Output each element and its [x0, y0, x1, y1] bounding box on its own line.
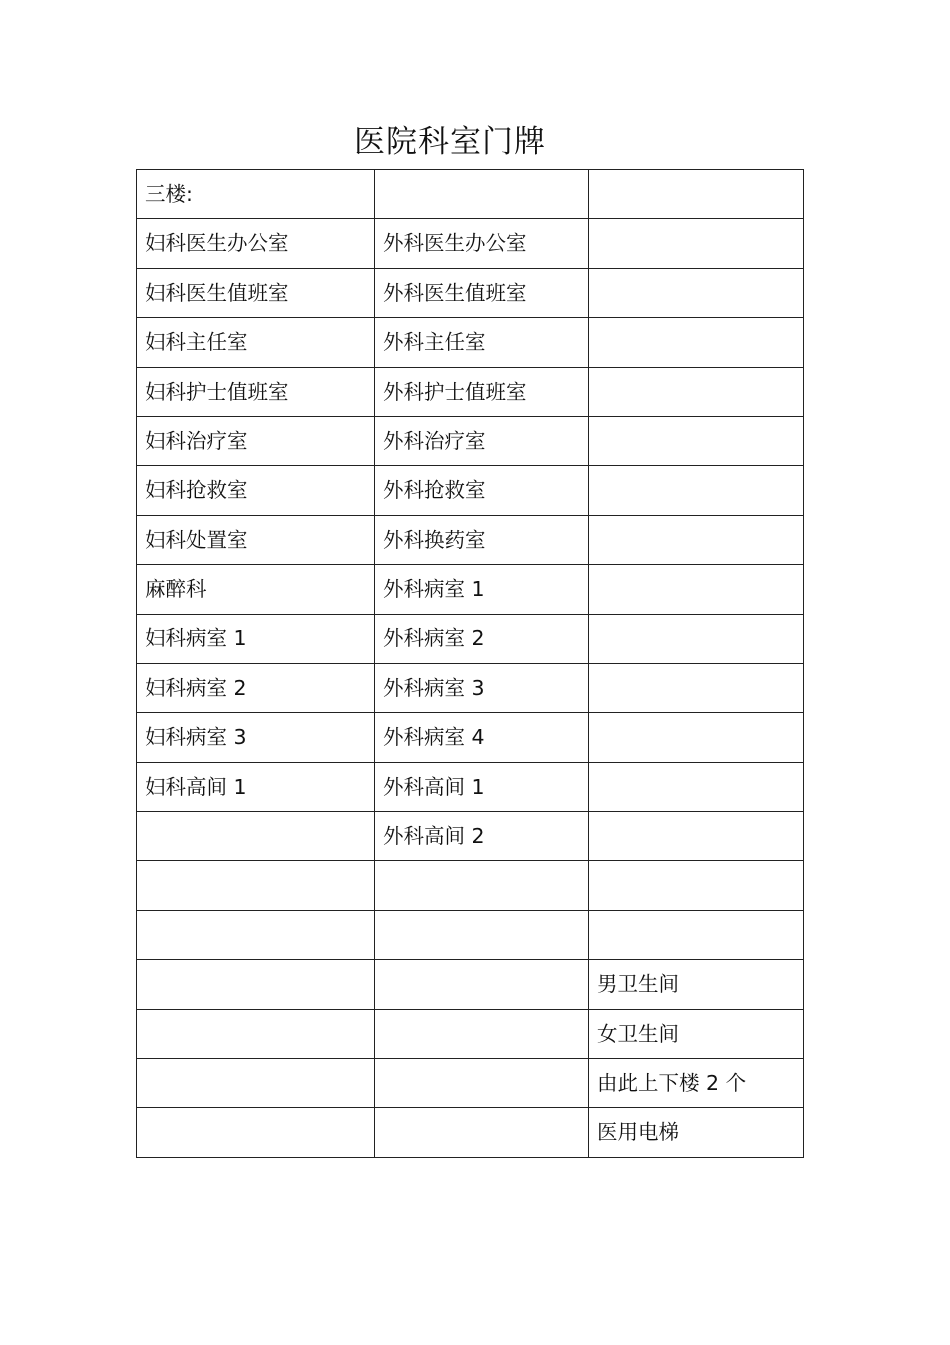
table-cell: 外科主任室 [375, 318, 589, 367]
table-cell: 妇科医生值班室 [137, 268, 375, 317]
table-row [137, 1009, 804, 1058]
table-cell: 外科病室 3 [375, 663, 589, 712]
table-cell [375, 1009, 589, 1058]
table-row [137, 367, 804, 416]
door-sign-rows [137, 170, 804, 1158]
table-row [137, 170, 804, 219]
table-cell: 外科治疗室 [375, 416, 589, 465]
table-cell [137, 812, 375, 861]
table-cell: 外科病室 2 [375, 614, 589, 663]
table-row [137, 960, 804, 1009]
table-cell: 妇科护士值班室 [137, 367, 375, 416]
table-row [137, 663, 804, 712]
table-row [137, 910, 804, 959]
table-cell [589, 318, 804, 367]
page-title: 医院科室门牌 [354, 124, 546, 160]
table-cell [589, 367, 804, 416]
table-cell: 医用电梯 [589, 1108, 804, 1157]
table-cell [589, 812, 804, 861]
table-row [137, 762, 804, 811]
table-cell: 妇科高间 1 [137, 762, 375, 811]
table-cell: 外科抢救室 [375, 466, 589, 515]
table-cell [375, 1108, 589, 1157]
table-cell [137, 1108, 375, 1157]
table-cell: 外科高间 1 [375, 762, 589, 811]
table-cell: 妇科病室 3 [137, 713, 375, 762]
table-row [137, 466, 804, 515]
table-row [137, 861, 804, 910]
table-cell [375, 1059, 589, 1108]
table-row [137, 812, 804, 861]
table-row [137, 614, 804, 663]
table-cell: 外科换药室 [375, 515, 589, 564]
table-cell: 三楼: [137, 170, 375, 219]
table-cell [589, 466, 804, 515]
table-cell [589, 565, 804, 614]
table-row [137, 1108, 804, 1157]
table-cell: 由此上下楼 2 个 [589, 1059, 804, 1108]
table-row [137, 219, 804, 268]
table-cell: 外科护士值班室 [375, 367, 589, 416]
table-cell: 外科医生值班室 [375, 268, 589, 317]
table-cell [589, 614, 804, 663]
table-cell: 外科高间 2 [375, 812, 589, 861]
table-cell: 外科病室 1 [375, 565, 589, 614]
table-cell: 麻醉科 [137, 565, 375, 614]
table-row [137, 515, 804, 564]
table-cell [589, 268, 804, 317]
table-cell: 妇科病室 2 [137, 663, 375, 712]
table-row [137, 565, 804, 614]
table-cell [589, 910, 804, 959]
table-row [137, 318, 804, 367]
table-row [137, 416, 804, 465]
door-sign-table [136, 169, 804, 1158]
table-cell [375, 861, 589, 910]
table-cell: 妇科病室 1 [137, 614, 375, 663]
table-cell [375, 910, 589, 959]
table-cell: 妇科医生办公室 [137, 219, 375, 268]
table-row [137, 268, 804, 317]
table-cell [589, 762, 804, 811]
table-cell [589, 515, 804, 564]
table-cell [375, 170, 589, 219]
table-cell: 妇科主任室 [137, 318, 375, 367]
table-cell [589, 170, 804, 219]
table-cell [589, 861, 804, 910]
table-cell [589, 416, 804, 465]
table-cell: 外科病室 4 [375, 713, 589, 762]
table-row [137, 1059, 804, 1108]
table-cell [375, 960, 589, 1009]
table-cell [137, 910, 375, 959]
table-cell [589, 713, 804, 762]
table-cell [589, 663, 804, 712]
table-cell [137, 1009, 375, 1058]
table-cell [137, 861, 375, 910]
table-cell: 妇科治疗室 [137, 416, 375, 465]
table-cell: 男卫生间 [589, 960, 804, 1009]
table-cell: 女卫生间 [589, 1009, 804, 1058]
table-row [137, 713, 804, 762]
table-cell: 妇科抢救室 [137, 466, 375, 515]
table-cell: 妇科处置室 [137, 515, 375, 564]
table-cell [589, 219, 804, 268]
table-cell: 外科医生办公室 [375, 219, 589, 268]
table-cell [137, 960, 375, 1009]
table-cell [137, 1059, 375, 1108]
